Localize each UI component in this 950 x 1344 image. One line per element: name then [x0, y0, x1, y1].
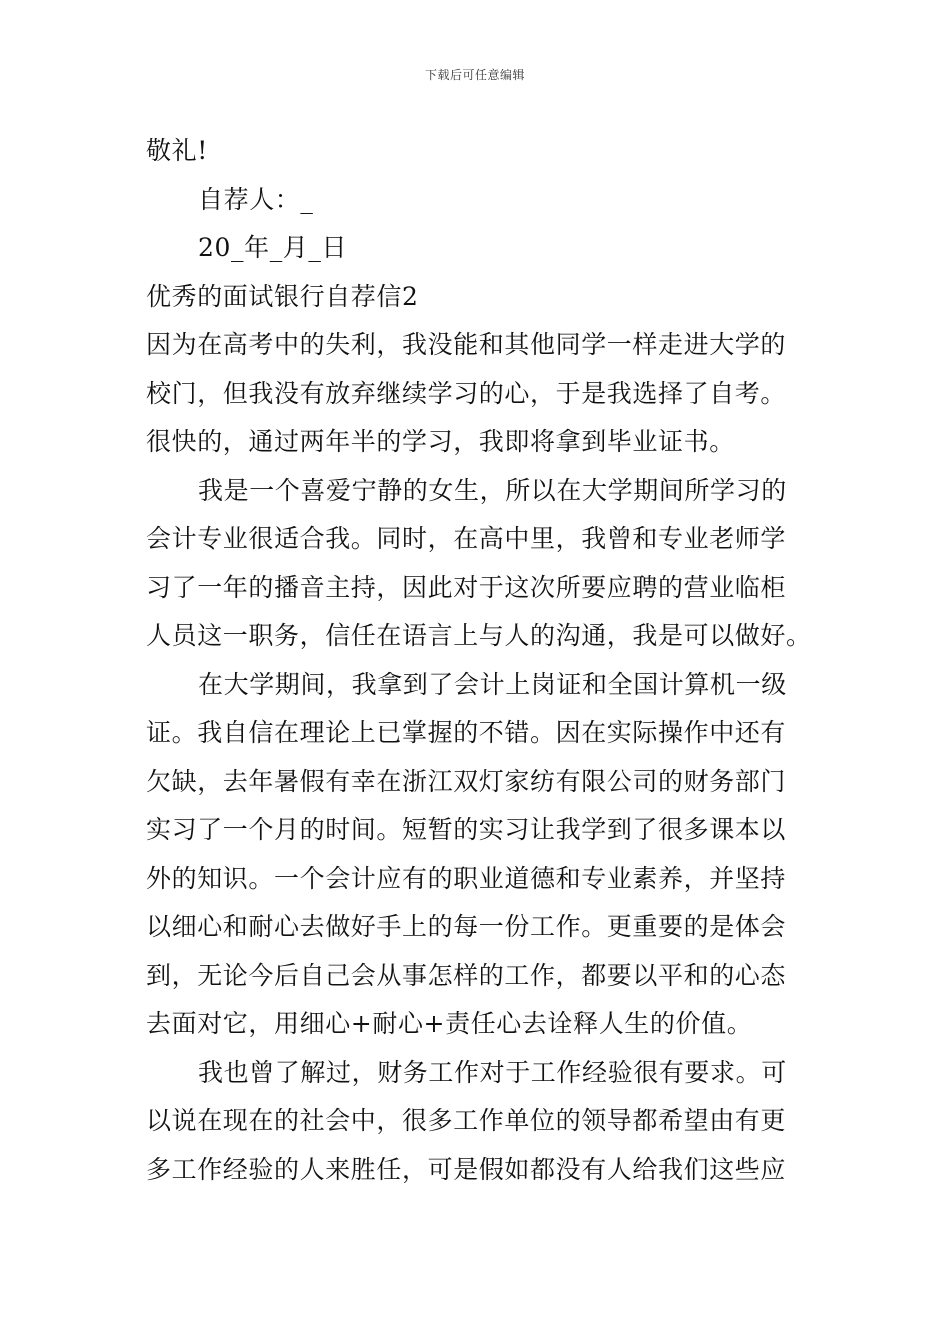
- text-line: 以细心和耐心去做好手上的每一份工作。更重要的是体会: [146, 912, 787, 941]
- text-line: 实习了一个月的时间。短暂的实习让我学到了很多课本以: [146, 815, 787, 844]
- text-line: 到，无论今后自己会从事怎样的工作，都要以平和的心态: [146, 960, 787, 990]
- text-line: 以说在现在的社会中，很多工作单位的领导都希望由有更: [146, 1106, 787, 1135]
- section-title: 优秀的面试银行自荐信2: [146, 281, 419, 311]
- text-line: 20_年_月_日: [198, 233, 348, 262]
- text-line: 习了一年的播音主持，因此对于这次所要应聘的营业临柜: [146, 572, 787, 602]
- text-line: 校门，但我没有放弃继续学习的心，于是我选择了自考。: [146, 378, 787, 408]
- text-line: 自荐人：_: [198, 184, 314, 214]
- text-line: 因为在高考中的失利，我没能和其他同学一样走进大学的: [146, 330, 787, 359]
- text-line: 很快的，通过两年半的学习，我即将拿到毕业证书。: [146, 427, 735, 456]
- text-line: 多工作经验的人来胜任，可是假如都没有人给我们这些应: [146, 1154, 787, 1184]
- text-line: 外的知识。一个会计应有的职业道德和专业素养，并坚持: [146, 863, 787, 893]
- text-line: 证。我自信在理论上已掌握的不错。因在实际操作中还有: [146, 718, 787, 747]
- text-line: 我是一个喜爱宁静的女生，所以在大学期间所学习的: [198, 475, 787, 505]
- document-body: [146, 127, 814, 1194]
- text-line: 会计专业很适合我。同时，在高中里，我曾和专业老师学: [146, 524, 787, 553]
- text-line: 在大学期间，我拿到了会计上岗证和全国计算机一级: [198, 669, 787, 699]
- text-line: 欠缺，去年暑假有幸在浙江双灯家纺有限公司的财务部门: [146, 766, 787, 796]
- text-line: 人员这一职务，信任在语言上与人的沟通，我是可以做好。: [146, 621, 812, 650]
- text-line: 敬礼!: [146, 136, 208, 165]
- text-line: 我也曾了解过，财务工作对于工作经验很有要求。可: [198, 1057, 787, 1087]
- page-header-note: 下载后可任意编辑: [424, 68, 525, 82]
- text-line: 去面对它，用细心+耐心+责任心去诠释人生的价值。: [146, 1009, 753, 1038]
